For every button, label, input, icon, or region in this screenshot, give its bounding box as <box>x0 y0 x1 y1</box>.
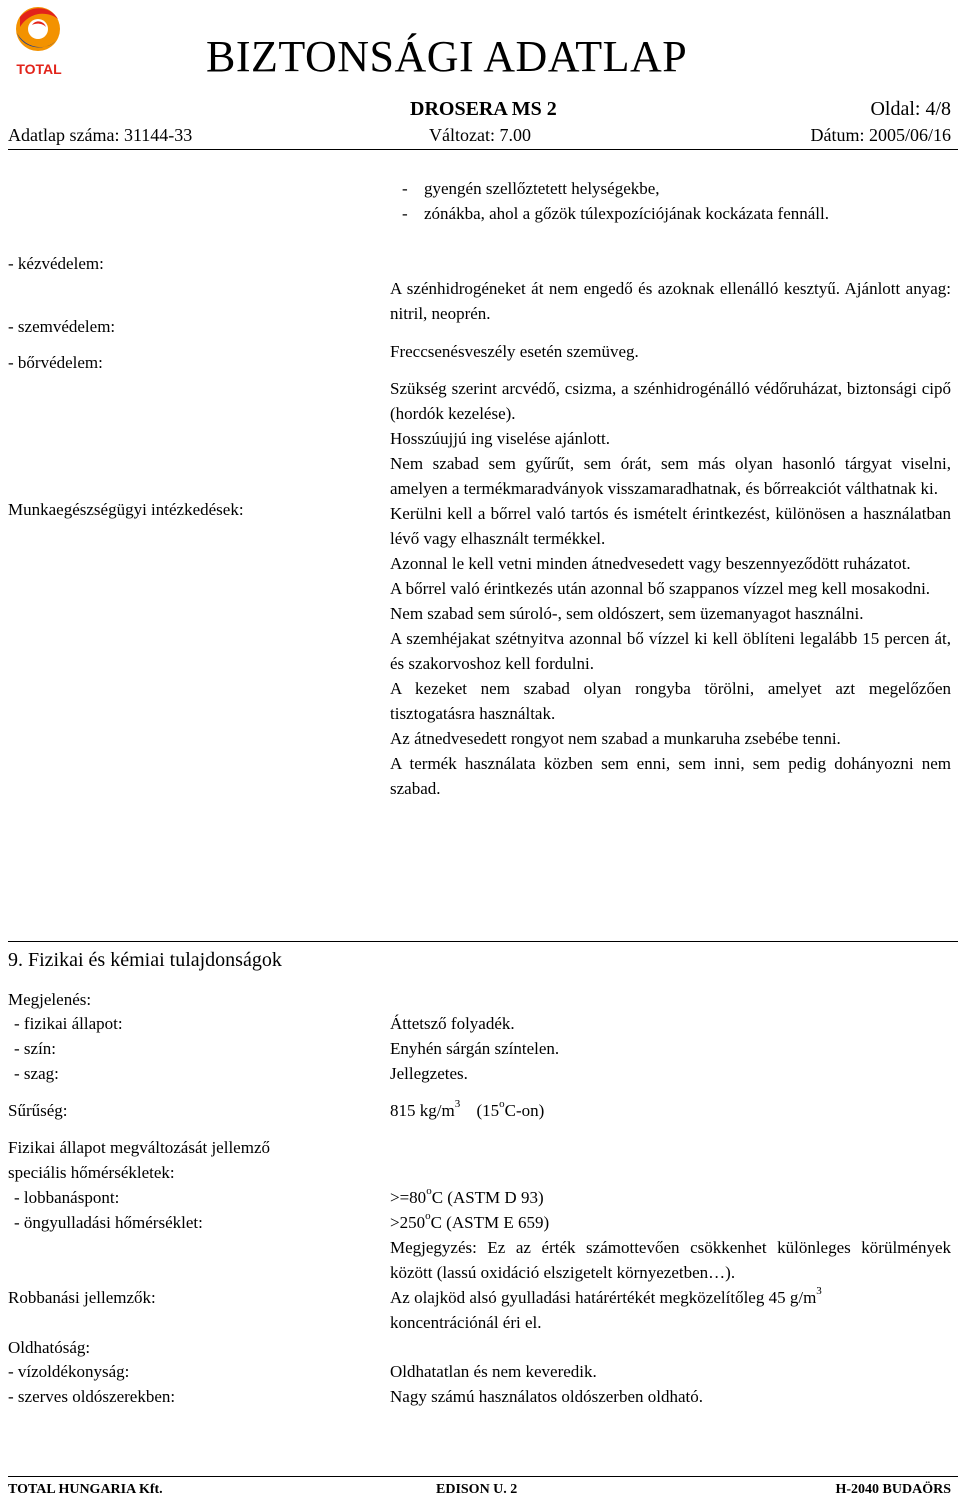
product-name: DROSERA MS 2 <box>410 98 557 120</box>
density-label: Sűrűség: <box>8 1101 68 1120</box>
skin-protection-label: - bőrvédelem: <box>8 353 103 372</box>
list-item: - gyengén szellőztetett helységekbe, <box>402 179 660 198</box>
autoignition-note: Megjegyzés: Ez az érték számottevően csökkenhet különleges körülmények között (lassú oxidáció elszigetelt környezetben…). <box>390 1238 951 1282</box>
odor-label: - szag: <box>14 1064 59 1083</box>
odor-value: Jellegzetes. <box>390 1064 468 1083</box>
total-logo <box>8 3 70 77</box>
hygiene-item: A bőrrel való érintkezés után azonnal bő szappanos vízzel meg kell mosakodni. <box>390 579 931 598</box>
document-title: BIZTONSÁGI ADATLAP <box>206 32 688 81</box>
appearance-label: Megjelenés: <box>8 990 92 1009</box>
explosion-value: Az olajköd alsó gyulladási határértékét megközelítőleg 45 $g/m^3$ koncentrációnál éri el. <box>390 1285 822 1332</box>
section-9-title: 9. Fizikai és kémiai tulajdonságok <box>8 949 282 971</box>
solubility-label: Oldhatóság: <box>8 1338 91 1357</box>
hand-protection-label: - kézvédelem: <box>8 254 104 273</box>
organic-solubility-label: - szerves oldószerekben: <box>8 1387 176 1406</box>
list-item: - zónákba, ahol a gőzök túlexpozíciójának kockázata fennáll. <box>402 204 829 223</box>
hand-protection-value: A szénhidrogéneket át nem engedő és azoknak ellenálló kesztyű. Ajánlott anyag: nitril, neoprén. <box>390 279 951 323</box>
hygiene-item: A kezeket nem szabad olyan rongyba törölni, amelyet azt megelőzően tisztogatásra használtak. <box>390 679 951 723</box>
explosion-label: Robbanási jellemzők: <box>8 1288 156 1307</box>
date: Dátum: 2005/06/16 <box>810 125 951 145</box>
hygiene-item: Az átnedvesedett rongyot nem szabad a munkaruha zsebébe tenni. <box>390 729 841 748</box>
organic-solubility-value: Nagy számú használatos oldószerben oldható. <box>390 1387 703 1406</box>
bullet-list <box>390 176 951 226</box>
footer-rule <box>8 1476 958 1477</box>
eye-protection-label: - szemvédelem: <box>8 317 116 336</box>
footer-company: TOTAL HUNGARIA Kft. <box>8 1482 163 1497</box>
sheet-number: Adatlap száma: 31144-33 <box>8 125 193 145</box>
section-rule <box>8 941 958 942</box>
state-value: Áttetsző folyadék. <box>390 1014 515 1033</box>
water-solubility-label: - vízoldékonyság: <box>8 1362 130 1381</box>
color-value: Enyhén sárgán színtelen. <box>390 1039 560 1058</box>
hygiene-measures <box>390 426 951 801</box>
hygiene-item: Hosszúujjú ing viselése ajánlott. <box>390 429 611 448</box>
autoignition-value: $>250^oC$ (ASTM E 659) <box>390 1210 550 1232</box>
footer-address: EDISON U. 2 <box>436 1482 518 1497</box>
temperatures-label-line-2: speciális hőmérsékletek: <box>8 1163 175 1182</box>
skin-protection-value: Szükség szerint arcvédő, csizma, a szénhidrogénálló védőruházat, biztonsági cipő (hordók kezelése). <box>390 379 951 423</box>
version: Változat: 7.00 <box>429 125 531 145</box>
water-solubility-value: Oldhatatlan és nem keveredik. <box>390 1362 597 1381</box>
hygiene-item: Nem szabad sem gyűrűt, sem órát, sem más olyan hasonló tárgyat viselni, amelyen a termékmaradványok visszamaradhatnak, és bőrreakciót válthatnak ki. <box>390 454 951 498</box>
hygiene-item: Kerülni kell a bőrrel való tartós és ismételt érintkezést, különösen a használatban lévő vagy elhasznált termékkel. <box>390 504 951 548</box>
color-label: - szín: <box>14 1039 57 1058</box>
state-label: - fizikai állapot: <box>14 1014 123 1033</box>
flash-point-label: - lobbanáspont: <box>14 1188 120 1207</box>
hygiene-item: A termék használata közben sem enni, sem inni, sem pedig dohányozni nem szabad. <box>390 754 951 798</box>
hygiene-label: Munkaegészségügyi intézkedések: <box>8 500 244 519</box>
hygiene-item: Nem szabad sem súroló-, sem oldószert, sem üzemanyagot használni. <box>390 604 864 623</box>
header-rule <box>8 149 958 150</box>
eye-protection-value: Freccsenésveszély esetén szemüveg. <box>390 342 639 361</box>
autoignition-label: - öngyulladási hőmérséklet: <box>14 1213 203 1232</box>
page-indicator: Oldal: 4/8 <box>870 98 951 120</box>
logo-text: TOTAL <box>16 61 62 77</box>
footer-city: H-2040 BUDAÖRS <box>835 1482 951 1497</box>
flash-point-value: $>=80^oC$ (ASTM D 93) <box>390 1185 544 1207</box>
density-value: 815 $kg/m^3$ (15$^o$C-on) <box>390 1098 545 1120</box>
temperatures-label-line-1: Fizikai állapot megváltozását jellemző <box>8 1138 270 1157</box>
hygiene-item: Azonnal le kell vetni minden átnedvesedett vagy beszennyeződött ruházatot. <box>390 554 911 573</box>
hygiene-item: A szemhéjakat szétnyitva azonnal bő vízzel ki kell öblíteni legalább 15 percen át, és szakorvoshoz kell fordulni. <box>390 629 951 673</box>
